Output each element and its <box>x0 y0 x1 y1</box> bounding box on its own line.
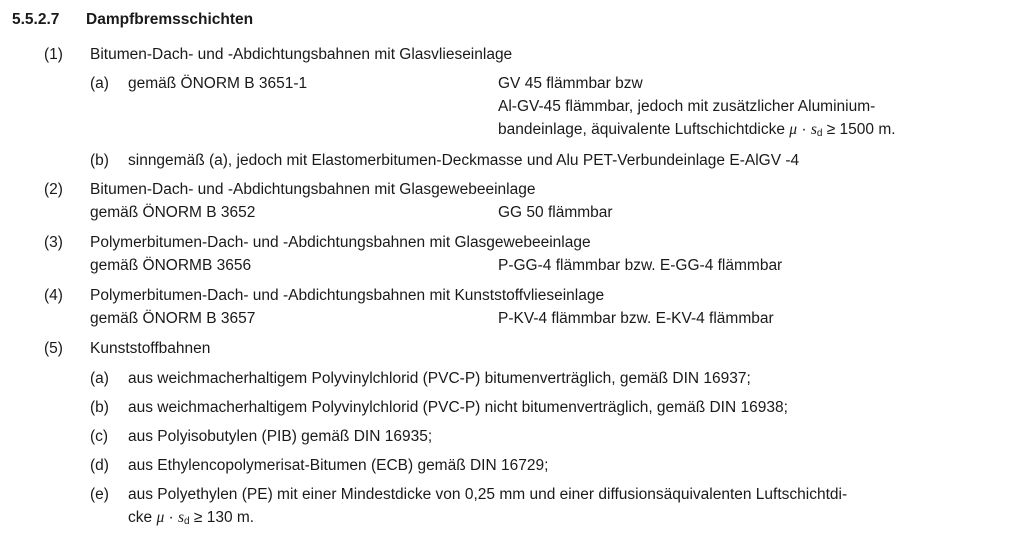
item-1b-text: sinngemäß (a), jedoch mit Elastomerbitumen-Deckmasse und Alu PET-Verbundeinlage E-AlGV -4 <box>128 152 800 169</box>
item-4-standard: gemäß ÖNORM B 3657 <box>90 310 256 327</box>
item-1a-value: ≥ 1500 m. <box>822 121 896 138</box>
item-4-title: Polymerbitumen-Dach- und -Abdichtungsbahnen mit Kunststoffvlieseinlage <box>90 287 605 304</box>
item-1a-product-3-text: bandeinlage, äquivalente Luftschichtdicke <box>498 121 790 138</box>
item-1a-standard: gemäß ÖNORM B 3651-1 <box>128 75 308 92</box>
item-5-title: Kunststoffbahnen <box>90 340 211 357</box>
item-5a-text: aus weichmacherhaltigem Polyvinylchlorid (PVC-P) bitumenverträglich, gemäß DIN 16937; <box>128 370 751 387</box>
item-5a-letter: (a) <box>90 370 109 387</box>
item-2-standard: gemäß ÖNORM B 3652 <box>90 204 256 221</box>
item-1a-product-3 <box>498 120 896 144</box>
item-5e-text-line-2-prefix: cke <box>128 509 157 526</box>
dot-operator: · <box>164 509 178 526</box>
item-5-number: (5) <box>44 340 63 357</box>
item-5c-letter: (c) <box>90 428 109 445</box>
item-5c-text: aus Polyisobutylen (PIB) gemäß DIN 16935; <box>128 428 433 445</box>
item-1a-product-1: GV 45 flämmbar bzw <box>498 75 643 92</box>
section-title: Dampfbremsschichten <box>86 11 254 28</box>
d-subscript: d <box>184 516 190 527</box>
item-4-product: P-KV-4 flämmbar bzw. E-KV-4 flämmbar <box>498 310 774 327</box>
item-2-number: (2) <box>44 181 63 198</box>
item-2-title: Bitumen-Dach- und -Abdichtungsbahnen mit Glasgewebeeinlage <box>90 181 536 198</box>
section-number: 5.5.2.7 <box>12 11 60 28</box>
item-5b-text: aus weichmacherhaltigem Polyvinylchlorid (PVC-P) nicht bitumenverträglich, gemäß DIN 16938; <box>128 399 788 416</box>
item-2-product: GG 50 flämmbar <box>498 204 613 221</box>
item-3-number: (3) <box>44 234 63 251</box>
mu-symbol: μ <box>789 121 798 138</box>
item-5e-value: ≥ 130 m. <box>189 509 255 526</box>
dot-operator: · <box>797 121 811 138</box>
item-1a-product-2: Al-GV-45 flämmbar, jedoch mit zusätzlicher Aluminium- <box>498 98 876 115</box>
item-3-title: Polymerbitumen-Dach- und -Abdichtungsbahnen mit Glasgewebeeinlage <box>90 234 591 251</box>
item-5e-letter: (e) <box>90 486 109 503</box>
item-1-number: (1) <box>44 46 63 63</box>
item-1b-letter: (b) <box>90 152 109 169</box>
item-5e-text-line-2 <box>128 508 254 532</box>
d-subscript: d <box>816 128 823 139</box>
item-5d-text: aus Ethylencopolymerisat-Bitumen (ECB) gemäß DIN 16729; <box>128 457 549 474</box>
item-3-standard: gemäß ÖNORMB 3656 <box>90 257 252 274</box>
item-5d-letter: (d) <box>90 457 109 474</box>
item-4-number: (4) <box>44 287 63 304</box>
item-5e-text-line-1: aus Polyethylen (PE) mit einer Mindestdicke von 0,25 mm und einer diffusionsäquivalenten Luftschichtdi- <box>128 486 848 503</box>
s-symbol: s <box>178 509 185 526</box>
mu-symbol: μ <box>156 509 165 526</box>
item-1-title: Bitumen-Dach- und -Abdichtungsbahnen mit Glasvlieseinlage <box>90 46 513 63</box>
item-5b-letter: (b) <box>90 399 109 416</box>
item-3-product: P-GG-4 flämmbar bzw. E-GG-4 flämmbar <box>498 257 783 274</box>
item-1a-letter: (a) <box>90 75 109 92</box>
s-symbol: s <box>810 121 817 138</box>
